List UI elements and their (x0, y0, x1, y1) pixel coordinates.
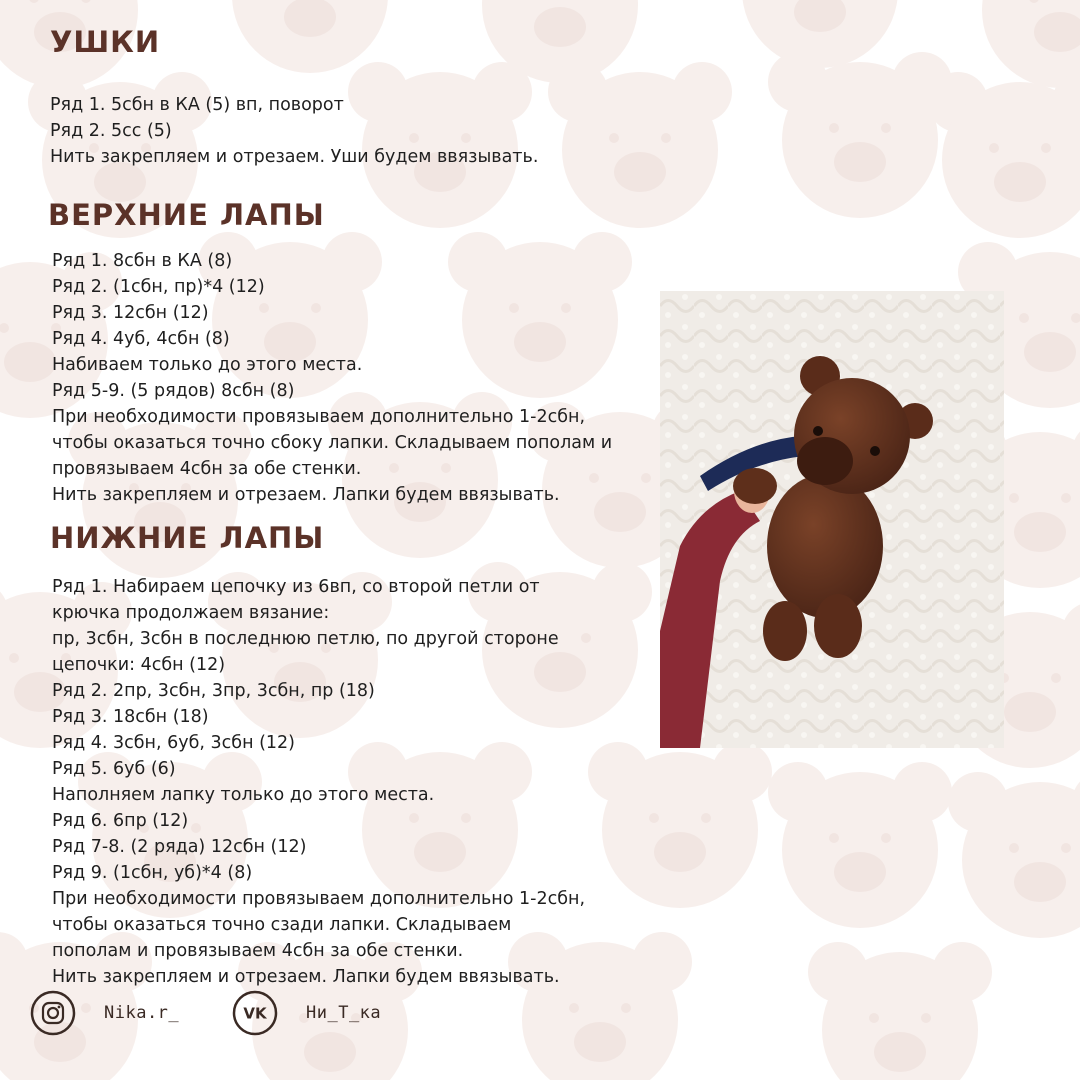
text-line: Ряд 7-8. (2 ряда) 12сбн (12) (52, 837, 307, 857)
section-upper-paws-lines (52, 248, 612, 508)
text-line: Ряд 3. 12сбн (12) (52, 303, 209, 323)
bear-body (767, 474, 883, 618)
vk-handle: Ни_Т_ка (306, 1003, 382, 1023)
text-line: Нить закрепляем и отрезаем. Уши будем ввязывать. (50, 147, 539, 167)
section-heading-upper-paws: ВЕРХНИЕ ЛАПЫ (48, 198, 325, 232)
text-line: Ряд 2. (1сбн, пр)*4 (12) (52, 277, 265, 297)
bear-eye (813, 426, 823, 436)
text-line: Ряд 2. 5сс (5) (50, 121, 172, 141)
text-line: При необходимости провязываем дополнительно 1-2сбн, (52, 407, 586, 427)
section-ears-lines (50, 92, 538, 170)
text-line: Ряд 4. 4уб, 4сбн (8) (52, 329, 230, 349)
text-line: Ряд 1. 5сбн в КА (5) вп, поворот (50, 95, 344, 115)
bear-eye (870, 446, 880, 456)
bear-toy-illustration (660, 291, 1004, 748)
section-heading-lower-paws: НИЖНИЕ ЛАПЫ (50, 521, 325, 555)
bear-arm (733, 468, 777, 504)
text-line: Ряд 6. 6пр (12) (52, 811, 189, 831)
vk-icon-label: VK (243, 1004, 267, 1023)
text-line: Набиваем только до этого места. (52, 355, 363, 375)
text-line: Наполняем лапку только до этого места. (52, 785, 435, 805)
text-line: Ряд 5. 6уб (6) (52, 759, 176, 779)
vk-link[interactable] (232, 990, 381, 1036)
section-heading-ears: УШКИ (50, 25, 161, 59)
text-line: Ряд 5-9. (5 рядов) 8сбн (8) (52, 381, 295, 401)
bear-leg-left (763, 601, 807, 661)
text-line: Ряд 4. 3сбн, 6уб, 3сбн (12) (52, 733, 296, 753)
text-line: Ряд 1. 8сбн в КА (8) (52, 251, 233, 271)
text-line: провязываем 4сбн за обе стенки. (52, 459, 362, 479)
text-line: При необходимости провязываем дополнительно 1-2сбн, (52, 889, 586, 909)
text-line: крючка продолжаем вязание: (52, 603, 330, 623)
text-line: чтобы оказаться точно сзади лапки. Складываем (52, 915, 512, 935)
text-line: Ряд 2. 2пр, 3сбн, 3пр, 3сбн, пр (18) (52, 681, 375, 701)
text-line: чтобы оказаться точно сбоку лапки. Складываем пополам и (52, 433, 613, 453)
instagram-handle: Nika.r_ (104, 1003, 180, 1023)
instagram-icon (30, 990, 76, 1036)
bear-leg-right (814, 594, 862, 658)
section-lower-paws-lines (52, 574, 585, 990)
text-line: Нить закрепляем и отрезаем. Лапки будем ввязывать. (52, 967, 560, 987)
text-line: Ряд 9. (1сбн, уб)*4 (8) (52, 863, 253, 883)
text-line: пополам и провязываем 4сбн за обе стенки. (52, 941, 464, 961)
bear-toy-photo (660, 291, 1004, 748)
text-line: Нить закрепляем и отрезаем. Лапки будем ввязывать. (52, 485, 560, 505)
text-line: пр, 3сбн, 3сбн в последнюю петлю, по другой стороне (52, 629, 559, 649)
instagram-link[interactable] (30, 990, 179, 1036)
text-line: Ряд 3. 18сбн (18) (52, 707, 209, 727)
text-line: цепочки: 4сбн (12) (52, 655, 226, 675)
vk-icon (232, 990, 278, 1036)
text-line: Ряд 1. Набираем цепочку из 6вп, со второй петли от (52, 577, 540, 597)
bear-snout (797, 437, 853, 485)
